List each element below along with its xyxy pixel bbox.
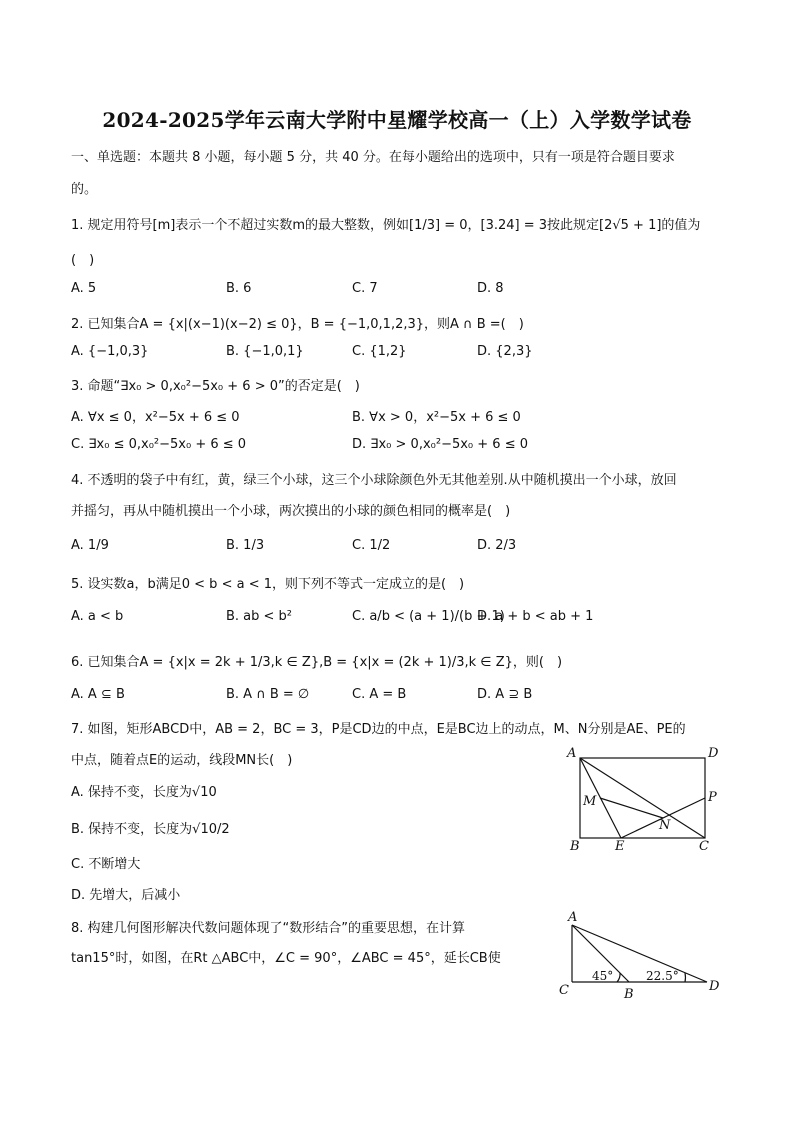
q7-option-a: A. 保持不变，长度为√10 xyxy=(71,785,217,800)
q3-option-b: B. ∀x > 0，x²−5x + 6 ≤ 0 xyxy=(352,410,521,425)
q6-option-b: B. A ∩ B = ∅ xyxy=(226,687,310,702)
angle-22-5: 22.5° xyxy=(646,969,679,983)
q7-option-b: B. 保持不变，长度为√10/2 xyxy=(71,822,230,837)
q2-stem: 2. 已知集合A = {x|(x−1)(x−2) ≤ 0}，B = {−1,0,1,2,3}，则A ∩ B =( ) xyxy=(71,317,524,332)
q4-stem-cont: 并摇匀，再从中随机摸出一个小球，两次摸出的小球的颜色相同的概率是( ) xyxy=(71,504,511,519)
label-d: D xyxy=(708,746,719,761)
label-n: N xyxy=(659,818,671,833)
q4-option-c: C. 1/2 xyxy=(352,538,391,553)
label-m: M xyxy=(583,794,597,809)
label-p: P xyxy=(708,790,717,805)
q1-option-a: A. 5 xyxy=(71,281,97,296)
label-b: B xyxy=(624,987,634,1002)
exam-title: 2024-2025学年云南大学附中星耀学校高一（上）入学数学试卷 xyxy=(102,108,692,132)
q3-stem: 3. 命题“∃x₀ > 0,x₀²−5x₀ + 6 > 0”的否定是( ) xyxy=(71,379,360,394)
q8-stem: 8. 构建几何图形解决代数问题体现了“数形结合”的重要思想，在计算 xyxy=(71,921,466,936)
q8-triangle-figure xyxy=(552,910,732,1005)
q6-option-a: A. A ⊆ B xyxy=(71,687,125,702)
q1-stem-cont: ( ) xyxy=(71,253,95,268)
q5-option-b: B. ab < b² xyxy=(226,609,293,624)
q4-option-d: D. 2/3 xyxy=(477,538,517,553)
q4-option-b: B. 1/3 xyxy=(226,538,265,553)
q2-option-d: D. {2,3} xyxy=(477,344,533,359)
q5-stem: 5. 设实数a，b满足0 < b < a < 1，则下列不等式一定成立的是( ) xyxy=(71,577,465,592)
q2-option-c: C. {1,2} xyxy=(352,344,407,359)
q3-option-d: D. ∃x₀ > 0,x₀²−5x₀ + 6 ≤ 0 xyxy=(352,437,528,452)
q7-stem-cont: 中点，随着点E的运动，线段MN长( ) xyxy=(71,753,293,768)
q3-option-c: C. ∃x₀ ≤ 0,x₀²−5x₀ + 6 ≤ 0 xyxy=(71,437,247,452)
q6-option-d: D. A ⊇ B xyxy=(477,687,533,702)
q2-option-a: A. {−1,0,3} xyxy=(71,344,149,359)
angle-arc-b xyxy=(617,973,620,982)
q5-option-c: C. a/b < (a + 1)/(b + 1) xyxy=(352,609,505,624)
label-e: E xyxy=(615,839,625,854)
segment-ac xyxy=(580,758,705,838)
q7-rectangle-figure xyxy=(560,740,730,860)
q6-stem: 6. 已知集合A = {x|x = 2k + 1/3,k ∈ Z},B = {x|x = (2k + 1)/3,k ∈ Z}，则( ) xyxy=(71,655,563,670)
q1-option-d: D. 8 xyxy=(477,281,504,296)
section-header-cont: 的。 xyxy=(71,182,98,197)
label-d: D xyxy=(709,979,720,994)
q6-option-c: C. A = B xyxy=(352,687,407,702)
label-b: B xyxy=(570,839,580,854)
q7-stem: 7. 如图，矩形ABCD中，AB = 2，BC = 3，P是CD边的中点，E是BC边上的动点，M、N分别是AE、PE的 xyxy=(71,722,686,737)
label-a: A xyxy=(568,910,578,925)
label-c: C xyxy=(559,983,569,998)
q2-option-b: B. {−1,0,1} xyxy=(226,344,304,359)
q8-stem-cont: tan15°时，如图，在Rt △ABC中，∠C = 90°，∠ABC = 45°，延长CB使 xyxy=(71,951,501,966)
q1-option-c: C. 7 xyxy=(352,281,378,296)
q4-stem: 4. 不透明的袋子中有红，黄，绿三个小球，这三个小球除颜色外无其他差别.从中随机摸出一个小球，放回 xyxy=(71,473,677,488)
q7-option-c: C. 不断增大 xyxy=(71,857,141,872)
q4-option-a: A. 1/9 xyxy=(71,538,109,553)
q3-option-a: A. ∀x ≤ 0，x²−5x + 6 ≤ 0 xyxy=(71,410,240,425)
label-a: A xyxy=(567,746,577,761)
angle-45: 45° xyxy=(592,969,614,983)
label-c: C xyxy=(699,839,709,854)
q1-option-b: B. 6 xyxy=(226,281,252,296)
section-header: 一、单选题：本题共 8 小题，每小题 5 分，共 40 分。在每小题给出的选项中，只有一项是符合题目要求 xyxy=(71,150,675,165)
q5-option-d: D. a + b < ab + 1 xyxy=(477,609,594,624)
q1-stem: 1. 规定用符号[m]表示一个不超过实数m的最大整数，例如[1/3] = 0，[3.24] = 3按此规定[2√5 + 1]的值为 xyxy=(71,218,701,233)
q7-option-d: D. 先增大，后减小 xyxy=(71,888,181,903)
q5-option-a: A. a < b xyxy=(71,609,124,624)
